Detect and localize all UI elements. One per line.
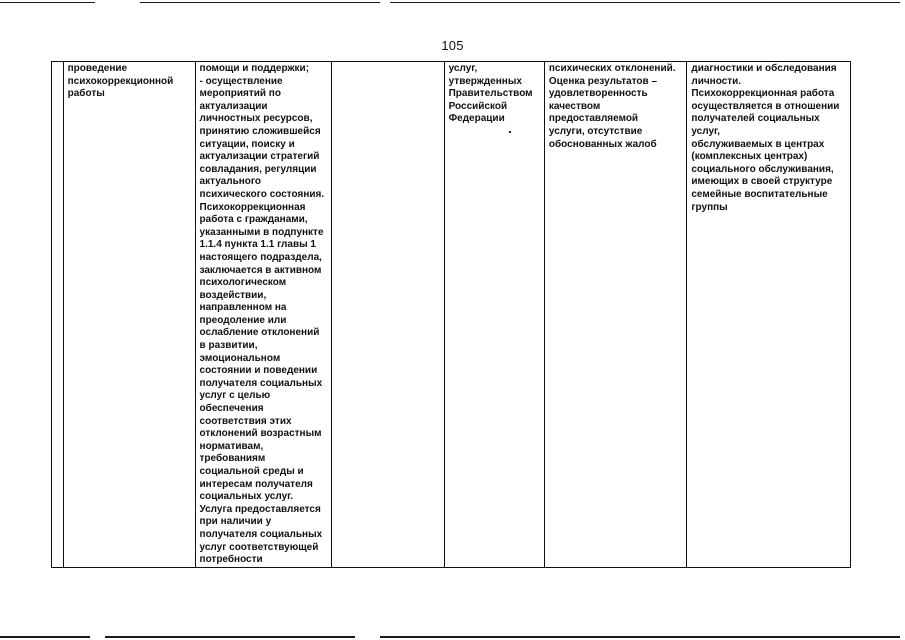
table-cell-standards: услуг, утвержденных Правительством Российской Федерации [444, 62, 544, 568]
scan-top-edge [140, 2, 380, 3]
scan-bottom-edge [0, 636, 90, 638]
table-row [52, 62, 851, 568]
scan-bottom-edge [105, 636, 355, 638]
table-cell-conditions: диагностики и обследования личности. Психокоррекционная работа осуществляется в отношении получателей социальных услуг, обслуживаемых в центрах (комплексных центрах) социального обслуживания, имеющих в своей структуре семейные воспитательные группы [687, 62, 851, 568]
page-number: 105 [441, 38, 464, 53]
table-cell-evaluation: психических отклонений. Оценка результатов – удовлетворенность качеством предоставляемой услуги, отсутствие обоснованных жалоб [544, 62, 686, 568]
table-cell-service-name: проведение психокоррекционной работы [63, 62, 195, 568]
scan-speck [509, 131, 511, 133]
table-cell-empty [331, 62, 444, 568]
services-table [51, 61, 851, 568]
scan-bottom-edge [380, 636, 900, 638]
table-cell-service-description: помощи и поддержки; - осуществление мероприятий по актуализации личностных ресурсов, принятию сложившейся ситуации, поиску и актуализации стратегий совладания, регуляции актуального психического состояния. Психокоррекционная работа с гражданами, указанными в подпункте 1.1.4 пункта 1.1 главы 1 настоящего подраздела, заключается в активном психологическом воздействии, направленном на преодоление или ослабление отклонений в развитии, эмоциональном состоянии и поведении получателя социальных услуг с целью обеспечения соответствия этих отклонений возрастным нормативам, требованиям социальной среды и интересам получателя социальных услуг. Услуга предоставляется при наличии у получателя социальных услуг соответствующей потребности [195, 62, 331, 568]
scan-top-edge [390, 2, 900, 3]
scan-top-edge [0, 2, 95, 3]
table-cell-number [52, 62, 64, 568]
